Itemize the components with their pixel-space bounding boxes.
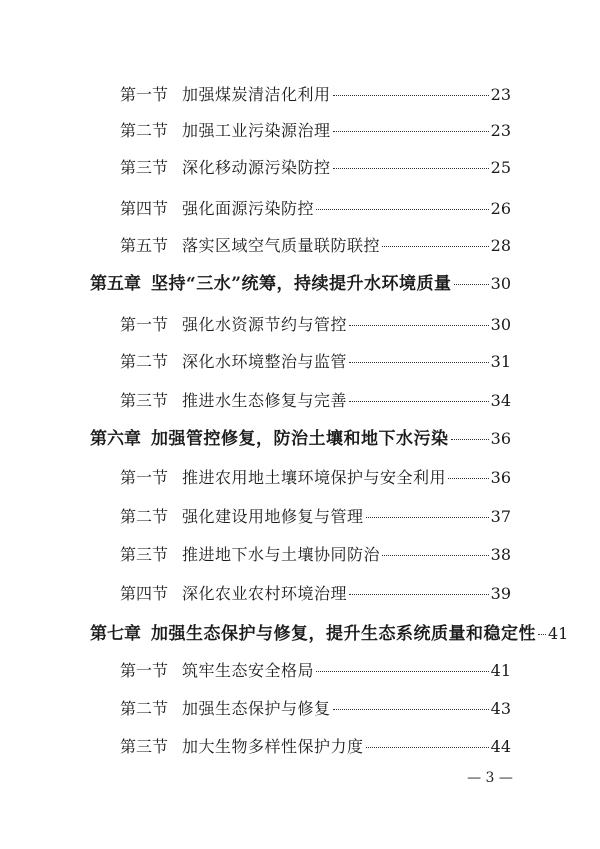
entry-title: 落实区域空气质量联防联控 [182,236,381,255]
entry-number: 第五节 [120,236,169,255]
entry-number: 第二节 [120,352,169,371]
entry-title: 深化农业农村环境治理 [182,584,348,603]
entry-number: 第三节 [120,545,169,564]
entry-title: 深化水环境整治与监管 [182,352,348,371]
entry-number: 第二节 [120,507,169,526]
entry-page-number: 41 [490,661,511,680]
page-number-footer: — 3 — [467,770,513,786]
toc-entry[interactable] [120,197,511,221]
entry-number: 第一节 [120,661,169,680]
entry-page-number: 26 [490,199,511,218]
entry-number: 第三节 [120,391,169,410]
toc-entry[interactable] [120,735,511,759]
entry-number: 第三节 [120,737,169,756]
toc-chapter-entry[interactable] [90,272,511,296]
toc-entry[interactable] [120,156,511,180]
toc-entry[interactable] [120,119,511,143]
dot-leader [333,95,489,96]
entry-page-number: 31 [490,352,511,371]
entry-page-number: 38 [490,545,511,564]
dot-leader [349,594,489,595]
toc-entry[interactable] [120,697,511,721]
dot-leader [382,555,489,556]
dot-leader [454,284,489,285]
dot-leader [333,168,489,169]
entry-number: 第一节 [120,468,169,487]
toc-entry[interactable] [120,505,511,529]
entry-page-number: 43 [490,699,511,718]
toc-entry[interactable] [120,350,511,374]
entry-page-number: 30 [490,274,511,293]
entry-title: 推进地下水与土壤协同防治 [182,545,381,564]
dot-leader [382,246,489,247]
entry-page-number: 44 [490,737,511,756]
dot-leader [448,478,489,479]
entry-page-number: 39 [490,584,511,603]
dot-leader [366,517,489,518]
entry-page-number: 28 [490,236,511,255]
entry-page-number: 34 [490,391,511,410]
entry-title: 加强生态保护与修复 [182,699,331,718]
entry-number: 第一节 [120,85,169,104]
chapter-number: 第七章 [90,624,141,644]
entry-number: 第二节 [120,121,169,140]
toc-entry[interactable] [120,582,511,606]
dot-leader [349,401,489,402]
dot-leader [333,709,489,710]
entry-number: 第四节 [120,199,169,218]
toc-entry[interactable] [120,234,511,258]
entry-page-number: 37 [490,507,511,526]
chapter-title: 加强管控修复，防治土壤和地下水污染 [151,429,449,449]
dot-leader [538,634,546,635]
dot-leader [349,362,489,363]
dot-leader [366,747,489,748]
dot-leader [349,325,489,326]
toc-entry[interactable] [120,83,511,107]
entry-page-number: 23 [490,85,511,104]
toc-entry[interactable] [120,389,511,413]
entry-title: 深化移动源污染防控 [182,158,331,177]
entry-number: 第三节 [120,158,169,177]
entry-page-number: 25 [490,158,511,177]
chapter-number: 第六章 [90,429,141,449]
entry-page-number: 30 [490,315,511,334]
entry-page-number: 36 [490,468,511,487]
toc-chapter-entry[interactable] [90,427,511,451]
toc-entry[interactable] [120,466,511,490]
toc-entry[interactable] [120,543,511,567]
entry-title: 强化建设用地修复与管理 [182,507,364,526]
entry-page-number: 41 [548,624,569,643]
entry-page-number: 23 [490,121,511,140]
entry-title: 加强煤炭清洁化利用 [182,85,331,104]
dot-leader [316,671,489,672]
toc-entry[interactable] [120,659,511,683]
dot-leader [451,439,489,440]
entry-number: 第二节 [120,699,169,718]
toc-chapter-entry[interactable] [90,622,569,646]
chapter-title: 加强生态保护与修复，提升生态系统质量和稳定性 [151,624,536,644]
dot-leader [333,131,489,132]
entry-number: 第四节 [120,584,169,603]
chapter-title: 坚持“三水”统筹，持续提升水环境质量 [151,274,452,294]
entry-title: 筑牢生态安全格局 [182,661,315,680]
entry-title: 推进农用地土壤环境保护与安全利用 [182,468,447,487]
toc-entry[interactable] [120,313,511,337]
entry-title: 推进水生态修复与完善 [182,391,348,410]
entry-page-number: 36 [490,429,511,448]
entry-title: 强化水资源节约与管控 [182,315,348,334]
entry-title: 强化面源污染防控 [182,199,315,218]
entry-title: 加大生物多样性保护力度 [182,737,364,756]
entry-number: 第一节 [120,315,169,334]
chapter-number: 第五章 [90,274,141,294]
dot-leader [316,209,489,210]
entry-title: 加强工业污染源治理 [182,121,331,140]
